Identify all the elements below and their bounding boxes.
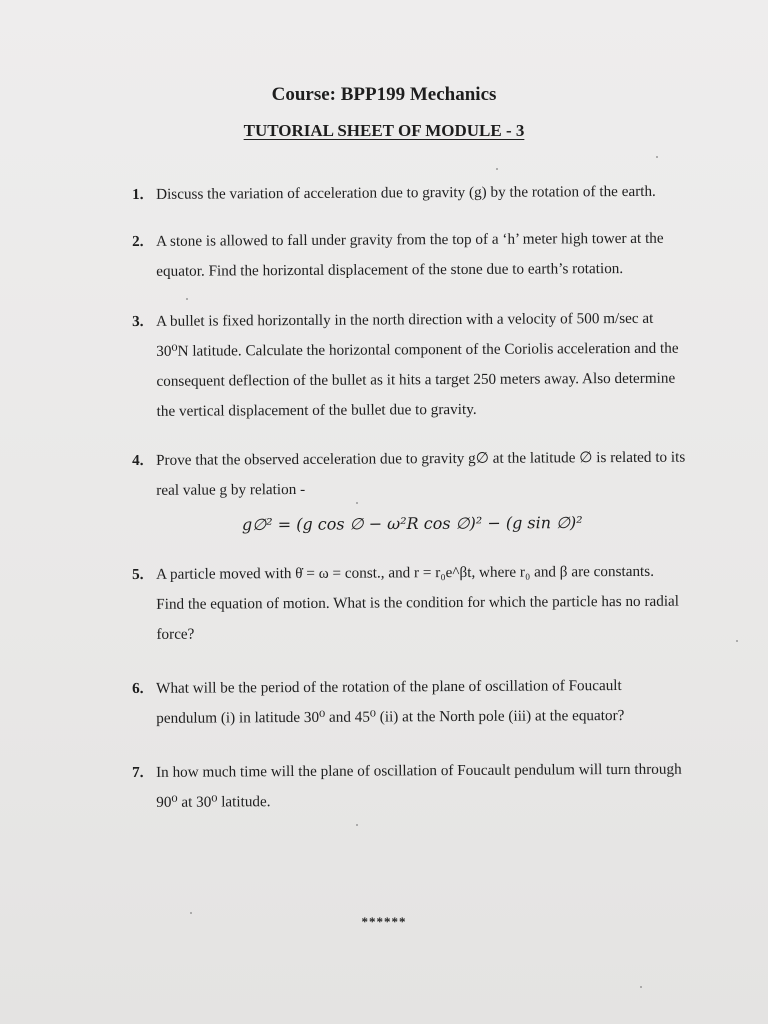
scan-speck	[356, 502, 358, 504]
question-line: Prove that the observed acceleration due to gravity g∅ at the latitude ∅ is related to its	[156, 448, 686, 469]
course-title: Course: BPP199 Mechanics	[271, 84, 497, 105]
end-marker: ******	[361, 914, 407, 929]
question-line: A particle moved with θ̇ = ω = const., and r = r₀e^βt, where r₀ and β are constants.	[156, 562, 655, 583]
question-6	[132, 670, 710, 734]
question-line: consequent deflection of the bullet as it hits a target 250 meters away. Also determine	[156, 369, 676, 390]
scan-speck	[656, 156, 658, 158]
module-title	[0, 121, 768, 141]
question-line: Discuss the variation of acceleration due to gravity (g) by the rotation of the earth.	[156, 182, 656, 203]
scan-speck	[496, 168, 498, 170]
question-number: 3.	[132, 312, 144, 330]
question-7	[132, 754, 710, 818]
scan-speck	[356, 824, 358, 826]
question-number: 5.	[132, 565, 144, 583]
module-title-text: TUTORIAL SHEET OF MODULE - 3	[243, 121, 525, 140]
scan-speck	[736, 640, 738, 642]
question-line: 30⁰N latitude. Calculate the horizontal component of the Coriolis acceleration and the	[156, 339, 679, 360]
question-line: 90⁰ at 30⁰ latitude.	[156, 793, 271, 811]
question-line: What will be the period of the rotation of the plane of oscillation of Foucault	[156, 677, 622, 697]
question-line: A bullet is fixed horizontally in the north direction with a velocity of 500 m/sec at	[156, 309, 654, 330]
question-line: A stone is allowed to fall under gravity from the top of a ‘h’ meter high tower at the	[156, 229, 664, 250]
question-3	[132, 303, 711, 427]
scan-speck	[186, 298, 188, 300]
question-4	[132, 442, 710, 506]
question-5	[132, 556, 711, 650]
question-number: 2.	[132, 232, 144, 250]
gravity-equation: g∅² = (g cos ∅ − ω²R cos ∅)² − (g sin ∅)²	[241, 512, 583, 535]
scan-speck	[190, 912, 192, 914]
scan-speck	[640, 986, 642, 988]
question-number: 6.	[132, 679, 144, 697]
question-number: 1.	[132, 185, 144, 203]
question-1	[132, 176, 710, 210]
question-line: Find the equation of motion. What is the condition for which the particle has no radial	[156, 592, 680, 613]
question-line: the vertical displacement of the bullet due to gravity.	[156, 400, 477, 420]
question-2	[132, 223, 710, 287]
question-number: 4.	[132, 451, 144, 469]
question-line: force?	[156, 625, 195, 643]
question-number: 7.	[132, 763, 144, 781]
question-line: pendulum (i) in latitude 30⁰ and 45⁰ (ii) at the North pole (iii) at the equator?	[156, 706, 625, 727]
question-line: equator. Find the horizontal displacement of the stone due to earth’s rotation.	[156, 260, 624, 280]
question-line: In how much time will the plane of oscillation of Foucault pendulum will turn through	[156, 760, 682, 781]
question-line: real value g by relation -	[156, 480, 306, 499]
